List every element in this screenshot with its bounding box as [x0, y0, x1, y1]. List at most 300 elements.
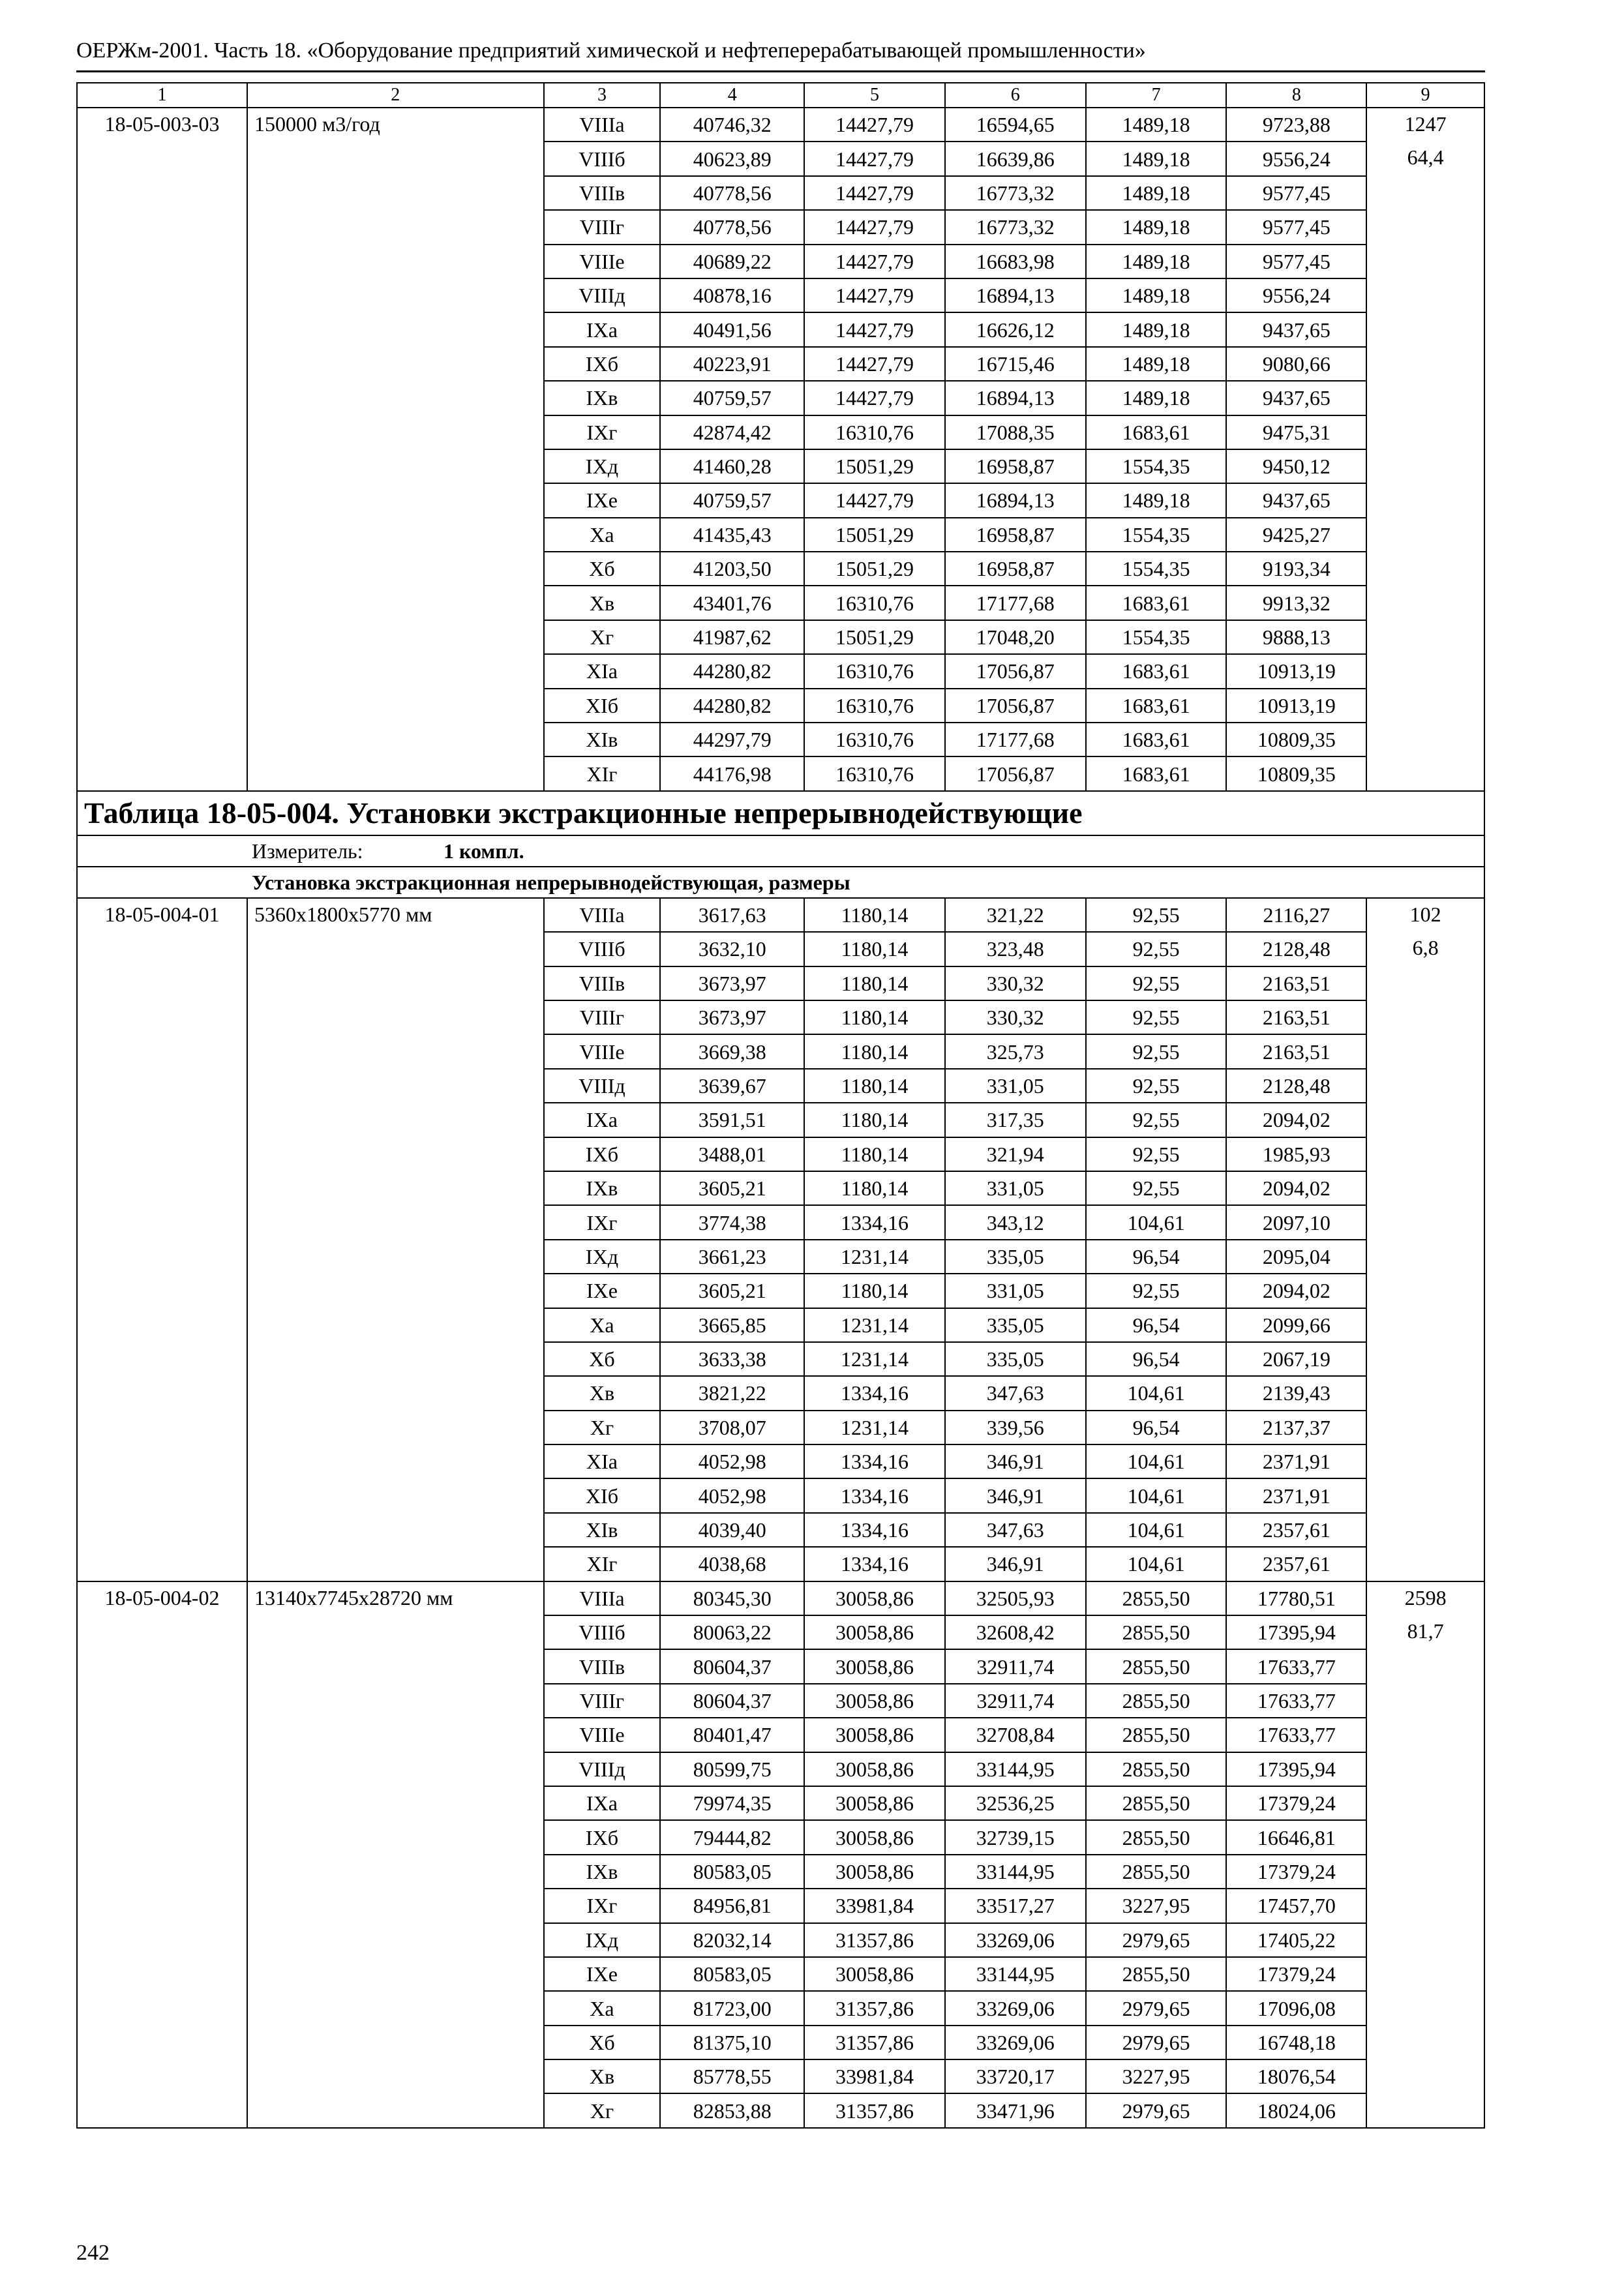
- value-cell: 80599,75: [660, 1752, 804, 1786]
- table-title-row: [77, 791, 1484, 835]
- col9-cell: [1366, 1991, 1484, 2025]
- value-cell: 16894,13: [945, 483, 1086, 517]
- value-cell: 14427,79: [804, 381, 945, 415]
- zone-cell: VIIIв: [544, 1649, 661, 1683]
- value-cell: 17395,94: [1226, 1615, 1366, 1649]
- col9-cell: [1366, 176, 1484, 210]
- zone-cell: VIIIа: [544, 1581, 661, 1615]
- col9-cell: [1366, 1786, 1484, 1820]
- value-cell: 17379,24: [1226, 1786, 1366, 1820]
- zone-cell: VIIIд: [544, 1752, 661, 1786]
- value-cell: 33720,17: [945, 2059, 1086, 2093]
- value-cell: 96,54: [1086, 1308, 1227, 1342]
- value-cell: 85778,55: [660, 2059, 804, 2093]
- value-cell: 3632,10: [660, 932, 804, 966]
- value-cell: 16773,32: [945, 176, 1086, 210]
- value-cell: 2979,65: [1086, 1923, 1227, 1957]
- value-cell: 96,54: [1086, 1342, 1227, 1376]
- value-cell: 3708,07: [660, 1411, 804, 1444]
- value-cell: 1334,16: [804, 1376, 945, 1410]
- zone-cell: VIIIд: [544, 278, 661, 312]
- zone-cell: VIIIа: [544, 898, 661, 932]
- value-cell: 32536,25: [945, 1786, 1086, 1820]
- col9-cell: [1366, 449, 1484, 483]
- value-cell: 1683,61: [1086, 689, 1227, 723]
- value-cell: 82853,88: [660, 2093, 804, 2127]
- zone-cell: IXв: [544, 1855, 661, 1889]
- table-title: Таблица 18-05-004. Установки экстракционные непрерывнодействующие: [77, 791, 1484, 835]
- value-cell: 4052,98: [660, 1478, 804, 1512]
- zone-cell: XIг: [544, 756, 661, 790]
- value-cell: 14427,79: [804, 108, 945, 142]
- value-cell: 10913,19: [1226, 654, 1366, 688]
- value-cell: 32911,74: [945, 1684, 1086, 1718]
- col9-cell: [1366, 2093, 1484, 2127]
- zone-cell: VIIIв: [544, 176, 661, 210]
- value-cell: 1489,18: [1086, 210, 1227, 244]
- value-cell: 33981,84: [804, 1889, 945, 1922]
- zone-cell: IXд: [544, 1240, 661, 1274]
- value-cell: 84956,81: [660, 1889, 804, 1922]
- zone-cell: Xв: [544, 1376, 661, 1410]
- value-cell: 80345,30: [660, 1581, 804, 1615]
- value-cell: 346,91: [945, 1444, 1086, 1478]
- value-cell: 2371,91: [1226, 1478, 1366, 1512]
- value-cell: 317,35: [945, 1103, 1086, 1137]
- value-cell: 33269,06: [945, 2026, 1086, 2059]
- value-cell: 17405,22: [1226, 1923, 1366, 1957]
- value-cell: 92,55: [1086, 1274, 1227, 1308]
- measure-value: 1 компл.: [444, 839, 524, 863]
- column-number: 8: [1226, 83, 1366, 108]
- zone-cell: Xа: [544, 1308, 661, 1342]
- value-cell: 3488,01: [660, 1137, 804, 1171]
- value-cell: 1683,61: [1086, 723, 1227, 756]
- value-cell: 30058,86: [804, 1718, 945, 1752]
- value-cell: 32608,42: [945, 1615, 1086, 1649]
- value-cell: 15051,29: [804, 552, 945, 586]
- value-cell: 32708,84: [945, 1718, 1086, 1752]
- zone-cell: VIIIв: [544, 966, 661, 1000]
- col9-cell: 1247: [1366, 108, 1484, 142]
- value-cell: 323,48: [945, 932, 1086, 966]
- value-cell: 1231,14: [804, 1308, 945, 1342]
- col9-cell: [1366, 1478, 1484, 1512]
- zone-cell: IXб: [544, 347, 661, 381]
- measure-row: [77, 835, 1484, 867]
- value-cell: 40878,16: [660, 278, 804, 312]
- zone-cell: IXв: [544, 381, 661, 415]
- value-cell: 80063,22: [660, 1615, 804, 1649]
- value-cell: 92,55: [1086, 1103, 1227, 1137]
- col9-cell: [1366, 278, 1484, 312]
- value-cell: 16310,76: [804, 654, 945, 688]
- value-cell: 346,91: [945, 1478, 1086, 1512]
- zone-cell: VIIIа: [544, 108, 661, 142]
- value-cell: 18024,06: [1226, 2093, 1366, 2127]
- value-cell: 2163,51: [1226, 1034, 1366, 1068]
- page-header: ОЕРЖм-2001. Часть 18. «Оборудование предприятий химической и нефтеперерабатывающей промышленности»: [76, 38, 1146, 63]
- value-cell: 80583,05: [660, 1855, 804, 1889]
- col9-cell: [1366, 1342, 1484, 1376]
- zone-cell: XIб: [544, 689, 661, 723]
- value-cell: 3774,38: [660, 1205, 804, 1239]
- col9-cell: [1366, 245, 1484, 278]
- zone-cell: VIIIг: [544, 1000, 661, 1034]
- value-cell: 2979,65: [1086, 2026, 1227, 2059]
- value-cell: 16748,18: [1226, 2026, 1366, 2059]
- value-cell: 2855,50: [1086, 1855, 1227, 1889]
- value-cell: 9080,66: [1226, 347, 1366, 381]
- zone-cell: XIа: [544, 654, 661, 688]
- value-cell: 33144,95: [945, 1752, 1086, 1786]
- zone-cell: XIб: [544, 1478, 661, 1512]
- value-cell: 33981,84: [804, 2059, 945, 2093]
- zone-cell: IXа: [544, 1103, 661, 1137]
- col9-cell: [1366, 1376, 1484, 1410]
- col9-cell: [1366, 1034, 1484, 1068]
- value-cell: 3227,95: [1086, 1889, 1227, 1922]
- value-cell: 17056,87: [945, 689, 1086, 723]
- col9-cell: 6,8: [1366, 932, 1484, 966]
- zone-cell: VIIIд: [544, 1069, 661, 1103]
- value-cell: 10809,35: [1226, 756, 1366, 790]
- col9-cell: [1366, 1649, 1484, 1683]
- value-cell: 14427,79: [804, 176, 945, 210]
- value-cell: 30058,86: [804, 1752, 945, 1786]
- value-cell: 16683,98: [945, 245, 1086, 278]
- value-cell: 9723,88: [1226, 108, 1366, 142]
- value-cell: 3821,22: [660, 1376, 804, 1410]
- value-cell: 42874,42: [660, 415, 804, 449]
- zone-cell: IXд: [544, 449, 661, 483]
- value-cell: 3669,38: [660, 1034, 804, 1068]
- value-cell: 1180,14: [804, 1103, 945, 1137]
- value-cell: 17633,77: [1226, 1684, 1366, 1718]
- value-cell: 16958,87: [945, 518, 1086, 552]
- value-cell: 2855,50: [1086, 1684, 1227, 1718]
- value-cell: 2855,50: [1086, 1820, 1227, 1854]
- value-cell: 10913,19: [1226, 689, 1366, 723]
- value-cell: 2137,37: [1226, 1411, 1366, 1444]
- zone-cell: Xа: [544, 518, 661, 552]
- resource-name: 150000 м3/год: [247, 108, 544, 791]
- zone-cell: Xв: [544, 2059, 661, 2093]
- column-number-row: [77, 83, 1484, 108]
- resource-name: 13140х7745х28720 мм: [247, 1581, 544, 2128]
- value-cell: 92,55: [1086, 898, 1227, 932]
- value-cell: 2855,50: [1086, 1786, 1227, 1820]
- value-cell: 15051,29: [804, 620, 945, 654]
- value-cell: 3661,23: [660, 1240, 804, 1274]
- col9-cell: [1366, 1513, 1484, 1547]
- value-cell: 321,22: [945, 898, 1086, 932]
- value-cell: 17633,77: [1226, 1649, 1366, 1683]
- value-cell: 1489,18: [1086, 483, 1227, 517]
- value-cell: 1334,16: [804, 1547, 945, 1581]
- value-cell: 1489,18: [1086, 381, 1227, 415]
- value-cell: 32505,93: [945, 1581, 1086, 1615]
- zone-cell: XIа: [544, 1444, 661, 1478]
- value-cell: 33269,06: [945, 1923, 1086, 1957]
- value-cell: 1489,18: [1086, 278, 1227, 312]
- col9-cell: [1366, 1411, 1484, 1444]
- value-cell: 31357,86: [804, 2093, 945, 2127]
- value-cell: 3633,38: [660, 1342, 804, 1376]
- value-cell: 2139,43: [1226, 1376, 1366, 1410]
- value-cell: 1985,93: [1226, 1137, 1366, 1171]
- value-cell: 104,61: [1086, 1478, 1227, 1512]
- value-cell: 2094,02: [1226, 1274, 1366, 1308]
- value-cell: 9437,65: [1226, 312, 1366, 346]
- value-cell: 1180,14: [804, 1034, 945, 1068]
- col9-cell: [1366, 381, 1484, 415]
- value-cell: 1683,61: [1086, 654, 1227, 688]
- value-cell: 9193,34: [1226, 552, 1366, 586]
- value-cell: 16715,46: [945, 347, 1086, 381]
- value-cell: 31357,86: [804, 2026, 945, 2059]
- value-cell: 40223,91: [660, 347, 804, 381]
- zone-cell: Xг: [544, 620, 661, 654]
- zone-cell: Xа: [544, 1991, 661, 2025]
- value-cell: 1554,35: [1086, 449, 1227, 483]
- zone-cell: IXе: [544, 1274, 661, 1308]
- value-cell: 40623,89: [660, 142, 804, 175]
- zone-cell: XIв: [544, 723, 661, 756]
- value-cell: 44280,82: [660, 689, 804, 723]
- value-cell: 44297,79: [660, 723, 804, 756]
- value-cell: 16773,32: [945, 210, 1086, 244]
- value-cell: 343,12: [945, 1205, 1086, 1239]
- value-cell: 2099,66: [1226, 1308, 1366, 1342]
- value-cell: 104,61: [1086, 1376, 1227, 1410]
- value-cell: 2163,51: [1226, 966, 1366, 1000]
- value-cell: 14427,79: [804, 483, 945, 517]
- value-cell: 1180,14: [804, 966, 945, 1000]
- col9-cell: [1366, 1752, 1484, 1786]
- value-cell: 96,54: [1086, 1411, 1227, 1444]
- value-cell: 30058,86: [804, 1649, 945, 1683]
- col9-cell: [1366, 2026, 1484, 2059]
- col9-cell: [1366, 1718, 1484, 1752]
- value-cell: 30058,86: [804, 1820, 945, 1854]
- value-cell: 41460,28: [660, 449, 804, 483]
- zone-cell: IXб: [544, 1820, 661, 1854]
- value-cell: 17056,87: [945, 756, 1086, 790]
- value-cell: 1180,14: [804, 932, 945, 966]
- value-cell: 330,32: [945, 1000, 1086, 1034]
- value-cell: 80604,37: [660, 1684, 804, 1718]
- value-cell: 17056,87: [945, 654, 1086, 688]
- value-cell: 80604,37: [660, 1649, 804, 1683]
- value-cell: 331,05: [945, 1171, 1086, 1205]
- col9-cell: 102: [1366, 898, 1484, 932]
- zone-cell: IXе: [544, 483, 661, 517]
- value-cell: 16310,76: [804, 756, 945, 790]
- zone-cell: Xг: [544, 1411, 661, 1444]
- col9-cell: [1366, 1444, 1484, 1478]
- value-cell: 2979,65: [1086, 2093, 1227, 2127]
- value-cell: 1180,14: [804, 1171, 945, 1205]
- value-cell: 1231,14: [804, 1411, 945, 1444]
- value-cell: 16639,86: [945, 142, 1086, 175]
- value-cell: 9475,31: [1226, 415, 1366, 449]
- value-cell: 339,56: [945, 1411, 1086, 1444]
- value-cell: 3605,21: [660, 1274, 804, 1308]
- value-cell: 15051,29: [804, 518, 945, 552]
- zone-cell: IXб: [544, 1137, 661, 1171]
- value-cell: 335,05: [945, 1308, 1086, 1342]
- value-cell: 32739,15: [945, 1820, 1086, 1854]
- resource-code: 18-05-004-02: [77, 1581, 247, 2128]
- value-cell: 347,63: [945, 1513, 1086, 1547]
- value-cell: 1489,18: [1086, 312, 1227, 346]
- value-cell: 3673,97: [660, 1000, 804, 1034]
- value-cell: 92,55: [1086, 1069, 1227, 1103]
- col9-cell: [1366, 1308, 1484, 1342]
- value-cell: 1180,14: [804, 1137, 945, 1171]
- value-cell: 80583,05: [660, 1957, 804, 1991]
- zone-cell: IXг: [544, 1205, 661, 1239]
- value-cell: 41987,62: [660, 620, 804, 654]
- value-cell: 14427,79: [804, 210, 945, 244]
- value-cell: 2357,61: [1226, 1547, 1366, 1581]
- value-cell: 40759,57: [660, 381, 804, 415]
- column-number: 5: [804, 83, 945, 108]
- value-cell: 104,61: [1086, 1513, 1227, 1547]
- value-cell: 2128,48: [1226, 1069, 1366, 1103]
- col9-cell: [1366, 1240, 1484, 1274]
- value-cell: 79444,82: [660, 1820, 804, 1854]
- zone-cell: XIг: [544, 1547, 661, 1581]
- col9-cell: [1366, 1137, 1484, 1171]
- value-cell: 33269,06: [945, 1991, 1086, 2025]
- value-cell: 1231,14: [804, 1240, 945, 1274]
- value-cell: 1554,35: [1086, 620, 1227, 654]
- col9-cell: [1366, 312, 1484, 346]
- value-cell: 33144,95: [945, 1957, 1086, 1991]
- value-cell: 2097,10: [1226, 1205, 1366, 1239]
- column-number: 7: [1086, 83, 1227, 108]
- value-cell: 17379,24: [1226, 1855, 1366, 1889]
- value-cell: 1489,18: [1086, 108, 1227, 142]
- value-cell: 16310,76: [804, 415, 945, 449]
- resource-name: 5360х1800х5770 мм: [247, 898, 544, 1581]
- value-cell: 1334,16: [804, 1444, 945, 1478]
- value-cell: 80401,47: [660, 1718, 804, 1752]
- value-cell: 92,55: [1086, 932, 1227, 966]
- value-cell: 31357,86: [804, 1991, 945, 2025]
- value-cell: 44176,98: [660, 756, 804, 790]
- col9-cell: [1366, 347, 1484, 381]
- value-cell: 92,55: [1086, 1137, 1227, 1171]
- value-cell: 9437,65: [1226, 483, 1366, 517]
- col9-cell: [1366, 2059, 1484, 2093]
- subheading: Установка экстракционная непрерывнодействующая, размеры: [77, 867, 1484, 898]
- value-cell: 4052,98: [660, 1444, 804, 1478]
- col9-cell: [1366, 756, 1484, 790]
- value-cell: 331,05: [945, 1069, 1086, 1103]
- col9-cell: [1366, 620, 1484, 654]
- value-cell: 17177,68: [945, 586, 1086, 620]
- col9-cell: [1366, 1889, 1484, 1922]
- value-cell: 104,61: [1086, 1547, 1227, 1581]
- col9-cell: [1366, 518, 1484, 552]
- value-cell: 32911,74: [945, 1649, 1086, 1683]
- value-cell: 96,54: [1086, 1240, 1227, 1274]
- value-cell: 9437,65: [1226, 381, 1366, 415]
- col9-cell: [1366, 1855, 1484, 1889]
- value-cell: 4039,40: [660, 1513, 804, 1547]
- zone-cell: VIIIб: [544, 1615, 661, 1649]
- value-cell: 14427,79: [804, 347, 945, 381]
- value-cell: 9556,24: [1226, 142, 1366, 175]
- value-cell: 31357,86: [804, 1923, 945, 1957]
- col9-cell: [1366, 1684, 1484, 1718]
- value-cell: 92,55: [1086, 1000, 1227, 1034]
- value-cell: 1180,14: [804, 898, 945, 932]
- value-cell: 2979,65: [1086, 1991, 1227, 2025]
- value-cell: 9577,45: [1226, 245, 1366, 278]
- value-cell: 81723,00: [660, 1991, 804, 2025]
- zone-cell: VIIIб: [544, 932, 661, 966]
- value-cell: 347,63: [945, 1376, 1086, 1410]
- zone-cell: IXа: [544, 1786, 661, 1820]
- column-number: 6: [945, 83, 1086, 108]
- value-cell: 3227,95: [1086, 2059, 1227, 2093]
- col9-cell: [1366, 1957, 1484, 1991]
- value-cell: 30058,86: [804, 1684, 945, 1718]
- zone-cell: VIIIе: [544, 1718, 661, 1752]
- value-cell: 9450,12: [1226, 449, 1366, 483]
- value-cell: 3591,51: [660, 1103, 804, 1137]
- header-rule: [76, 70, 1485, 72]
- value-cell: 1334,16: [804, 1478, 945, 1512]
- value-cell: 2855,50: [1086, 1957, 1227, 1991]
- value-cell: 14427,79: [804, 142, 945, 175]
- value-cell: 17088,35: [945, 415, 1086, 449]
- table-body: [77, 83, 1484, 2128]
- value-cell: 33471,96: [945, 2093, 1086, 2127]
- value-cell: 17633,77: [1226, 1718, 1366, 1752]
- value-cell: 1231,14: [804, 1342, 945, 1376]
- value-cell: 18076,54: [1226, 2059, 1366, 2093]
- value-cell: 3673,97: [660, 966, 804, 1000]
- value-cell: 92,55: [1086, 1034, 1227, 1068]
- value-cell: 2855,50: [1086, 1718, 1227, 1752]
- column-number: 1: [77, 83, 247, 108]
- value-cell: 30058,86: [804, 1581, 945, 1615]
- col9-cell: [1366, 654, 1484, 688]
- value-cell: 1554,35: [1086, 518, 1227, 552]
- value-cell: 92,55: [1086, 1171, 1227, 1205]
- value-cell: 1180,14: [804, 1000, 945, 1034]
- value-cell: 1683,61: [1086, 756, 1227, 790]
- value-cell: 2067,19: [1226, 1342, 1366, 1376]
- value-cell: 1180,14: [804, 1069, 945, 1103]
- table-row: [77, 108, 1484, 142]
- column-number: 4: [660, 83, 804, 108]
- value-cell: 30058,86: [804, 1855, 945, 1889]
- value-cell: 16626,12: [945, 312, 1086, 346]
- value-cell: 3639,67: [660, 1069, 804, 1103]
- value-cell: 16894,13: [945, 381, 1086, 415]
- value-cell: 2371,91: [1226, 1444, 1366, 1478]
- value-cell: 2855,50: [1086, 1581, 1227, 1615]
- value-cell: 2163,51: [1226, 1000, 1366, 1034]
- value-cell: 44280,82: [660, 654, 804, 688]
- col9-cell: [1366, 586, 1484, 620]
